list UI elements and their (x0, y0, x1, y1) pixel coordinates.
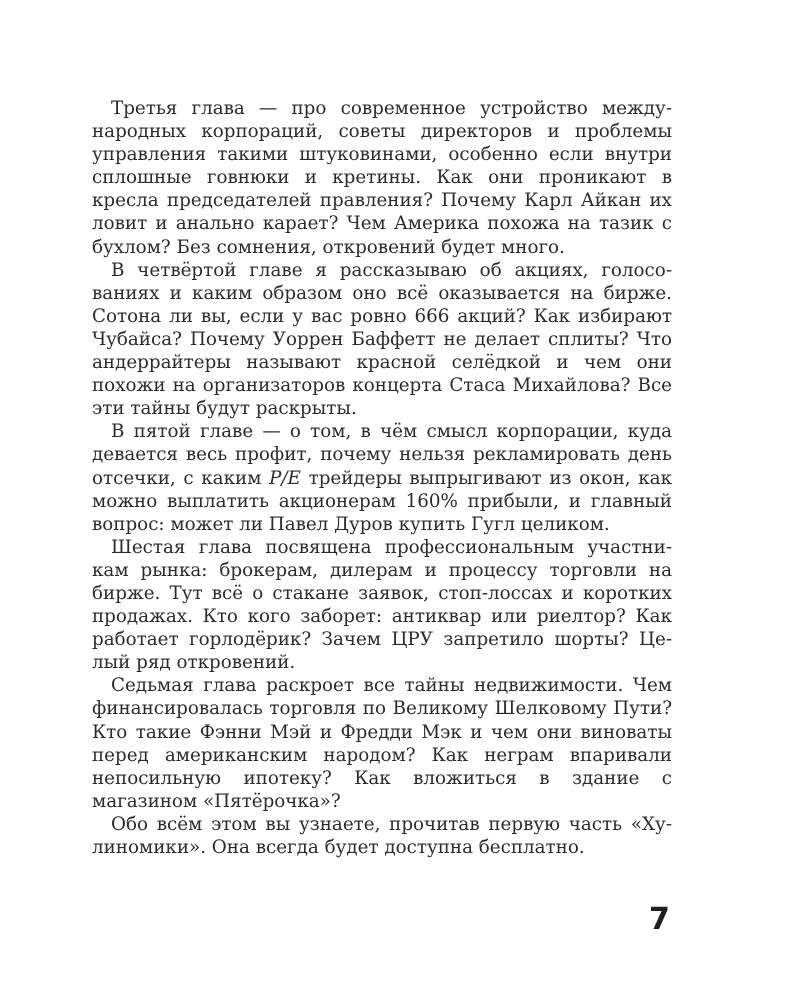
paragraph-conclusion: Обо всём этом вы узнаете, прочитав первую часть «Хулиномики». Она всегда будет доступна бесплатно. (92, 813, 672, 858)
paragraph-chapter-5-end: трейдеры выпрыгивают из окон, как можно выплатить акционерам 160% прибыли, и главный вопрос: может ли Павел Дуров купить Гугл целиком. (92, 467, 672, 535)
paragraph-chapter-5-start: В пятой главе — о том, в чём смысл корпорации, куда девается весь профит, почему нельзя рекламировать день отсечки, с каким (92, 421, 672, 489)
body-text (92, 97, 672, 859)
paragraph-chapter-6: Шестая глава посвящена профессиональным участникам рынка: брокерам, дилерам и процессу торговли на бирже. Тут всё о стакане заявок, стоп-лоссах и коротких продажах. Кто кого заборет: антиквар или риелтор? Как работает горлодёрик? Зачем ЦРУ запретило шорты? Целый ряд откровений. (92, 536, 672, 674)
paragraph-chapter-3: Третья глава — про современное устройство международных корпораций, советы директоров и проблемы управления такими штуковинами, особенно если внутри сплошные говнюки и кретины. Как они проникают в кресла председателей правления? Почему Карл Айкан их ловит и анально карает? Чем Америка похожа на тазик с бухлом? Без сомнения, откровений будет много. (92, 98, 672, 258)
paragraph-chapter-7: Седьмая глава раскроет все тайны недвижимости. Чем финансировалась торговля по Великому Шелковому Пути? Кто такие Фэнни Мэй и Фредди Мэк и чем они виноваты перед американским народом? Как неграм впаривали непосильную ипотеку? Как вложиться в здание с магазином «Пятёрочка»? (92, 675, 672, 812)
pe-ratio-term: P/E (269, 467, 301, 489)
page-number: 7 (649, 902, 670, 937)
paragraph-chapter-5 (92, 420, 672, 535)
paragraph-chapter-4: В четвёртой главе я рассказываю об акциях, голосованиях и каким образом оно всё оказывается на бирже. Сотона ли вы, если у вас ровно 666 акций? Как избирают Чубайса? Почему Уоррен Баффетт не делает сплиты? Что андеррайтеры называют красной селёдкой и чем они похожи на организаторов концерта Стаса Михайлова? Все эти тайны будут раскрыты. (92, 259, 672, 420)
